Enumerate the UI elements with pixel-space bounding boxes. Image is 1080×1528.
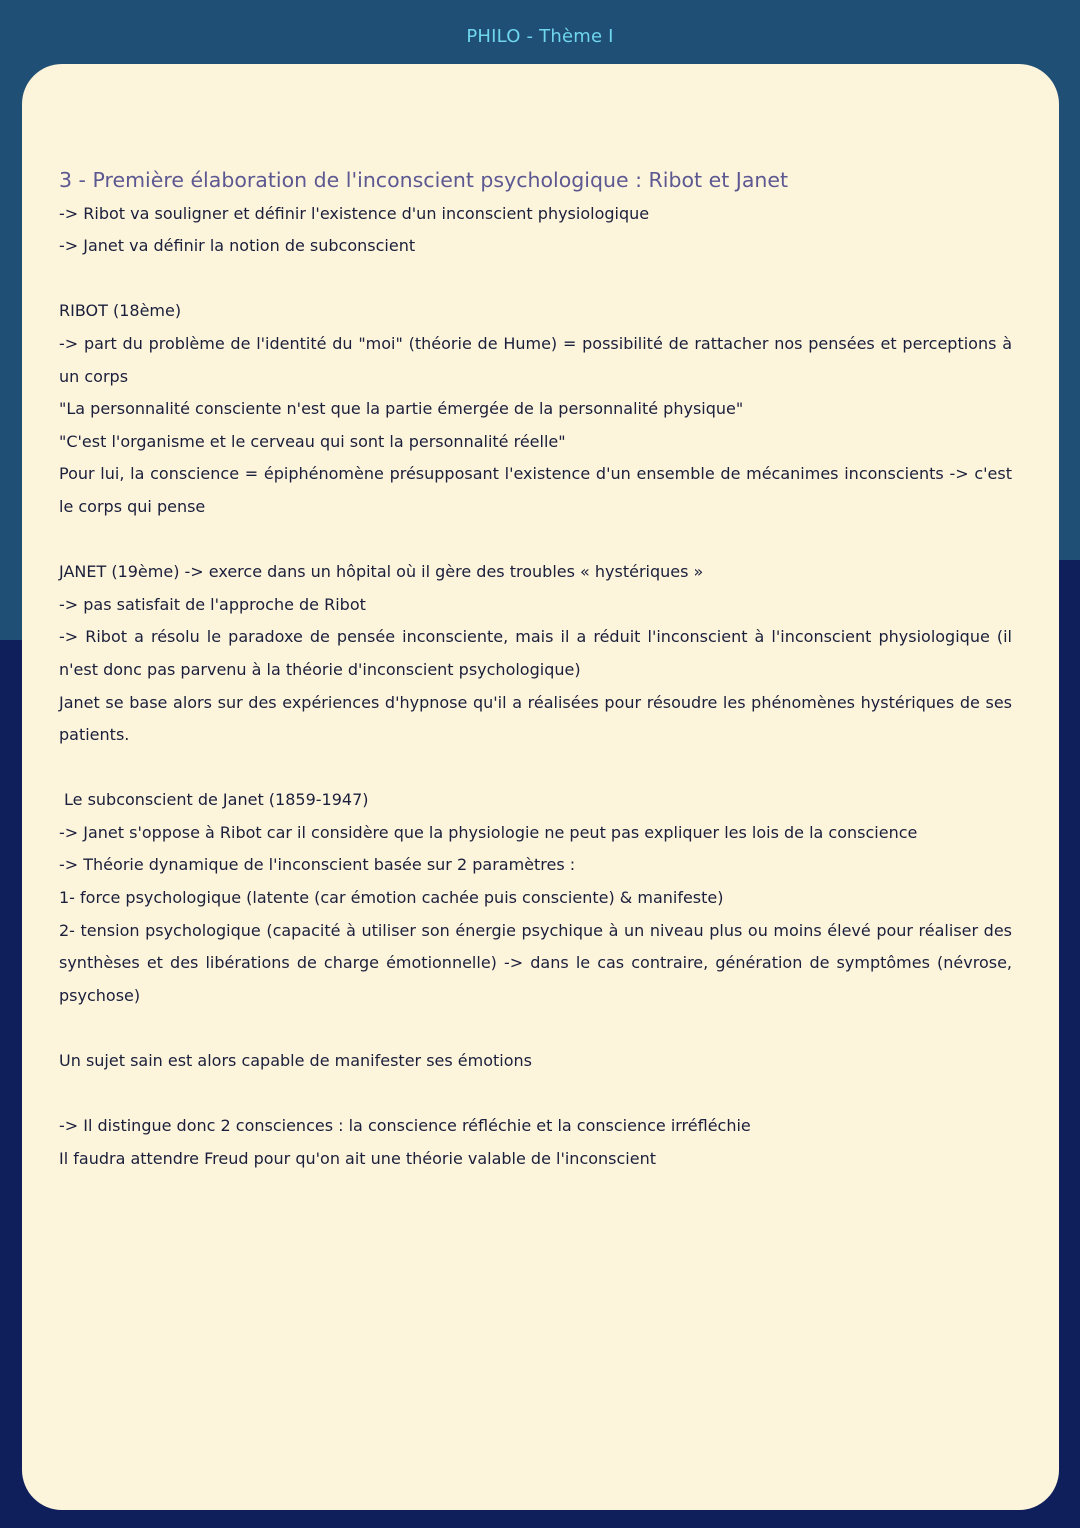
intro-line-ribot: -> Ribot va souligner et définir l'existence d'un inconscient physiologique (59, 203, 650, 223)
janet-line-1: -> pas satisfait de l'approche de Ribot (59, 594, 366, 614)
page-header-title: PHILO - Thème I (466, 26, 614, 47)
parameter-1: 1- force psychologique (latente (car émotion cachée puis consciente) & manifeste) (59, 888, 724, 908)
janet-line-2: -> Ribot a résolu le paradoxe de pensée inconsciente, mais il a réduit l'inconscient à l'inconscient physiologique (il n'est donc pas parvenu à la théorie d'inconscient psychologique) (59, 627, 1012, 679)
ribot-paragraph-1: -> part du problème de l'identité du "moi" (théorie de Hume) = possibilité de rattacher nos pensées et perceptions à un corps (59, 333, 1012, 386)
conclusion-line-1: -> Il distingue donc 2 consciences : la conscience réfléchie et la conscience irréfléchie (59, 1116, 751, 1136)
spacer (59, 524, 1012, 557)
healthy-subject-line: Un sujet sain est alors capable de manifester ses émotions (59, 1051, 533, 1071)
spacer (59, 263, 1012, 296)
spacer (59, 752, 1012, 785)
janet-line-3: Janet se base alors sur des expériences d'hypnose qu'il a réalisées pour résoudre les phénomènes hystériques de ses patients. (59, 692, 1012, 745)
janet-heading: JANET (19ème) -> exerce dans un hôpital où il gère des troubles « hystériques » (59, 562, 704, 582)
intro-line-janet: -> Janet va définir la notion de subconscient (59, 236, 416, 256)
conclusion-line-2: Il faudra attendre Freud pour qu'on ait une théorie valable de l'inconscient (59, 1148, 657, 1168)
parameter-2: 2- tension psychologique (capacité à utiliser son énergie psychique à un niveau plus ou moins élevé pour réaliser des synthèses et des libérations de charge émotionnelle) -> dans le cas contraire, génération de symptômes (névrose, psychose) (59, 920, 1012, 1005)
subconscient-line-1: -> Janet s'oppose à Ribot car il considère que la physiologie ne peut pas expliquer les lois de la conscience (59, 822, 918, 842)
ribot-quote-2: "C'est l'organisme et le cerveau qui sont la personnalité réelle" (59, 431, 566, 451)
subconscient-line-2: -> Théorie dynamique de l'inconscient basée sur 2 paramètres : (59, 855, 576, 875)
note-card (22, 64, 1059, 1510)
spacer (59, 1012, 1012, 1045)
ribot-quote-1: "La personnalité consciente n'est que la partie émergée de la personnalité physique" (59, 399, 744, 419)
ribot-paragraph-2: Pour lui, la conscience = épiphénomène présupposant l'existence d'un ensemble de mécanimes inconscients -> c'est le corps qui pense (59, 464, 1012, 516)
note-content (59, 164, 1012, 1175)
ribot-heading: RIBOT (18ème) (59, 301, 182, 321)
subconscient-heading: Le subconscient de Janet (1859-1947) (64, 790, 369, 810)
spacer (59, 1078, 1012, 1111)
section-title: 3 - Première élaboration de l'inconscient psychologique : Ribot et Janet (59, 168, 789, 192)
